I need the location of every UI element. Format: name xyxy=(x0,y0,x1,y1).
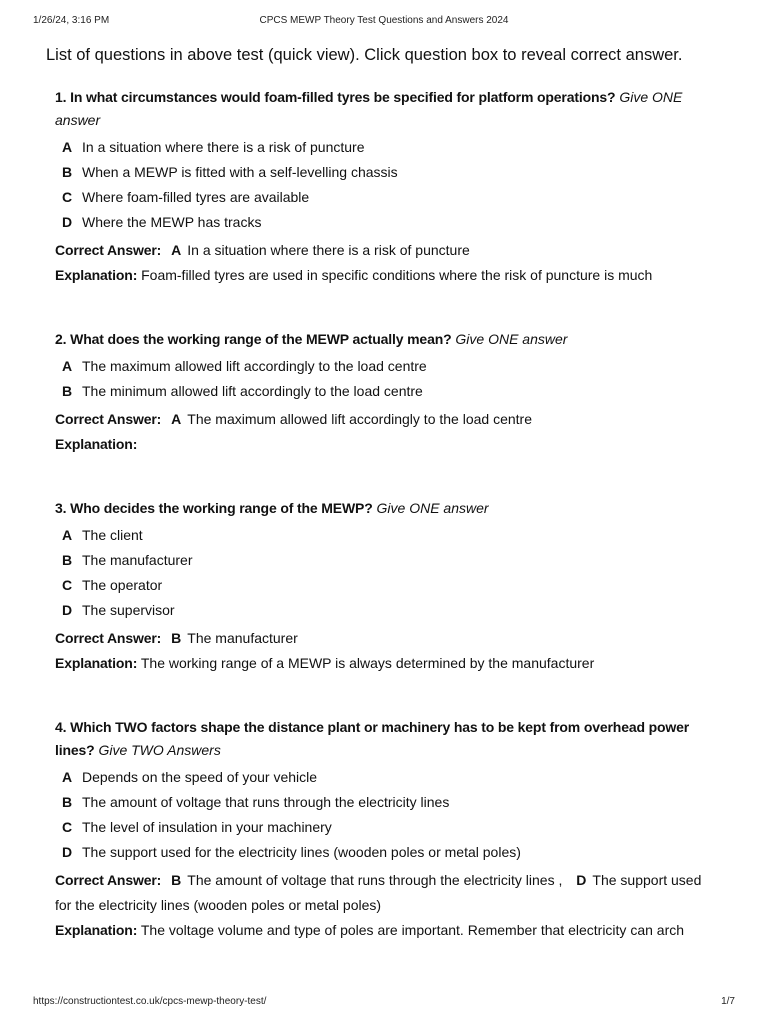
option-letter: B xyxy=(62,164,73,180)
correct-answer-label: Correct Answer: xyxy=(55,411,162,427)
explanation-text: The voltage volume and type of poles are important. Remember that electricity can arch xyxy=(140,922,685,938)
answer-letter: A xyxy=(171,411,182,427)
answer-text: The maximum allowed lift accordingly to the load centre xyxy=(187,411,532,427)
option-letter: A xyxy=(62,769,73,785)
option-text: Where foam-filled tyres are available xyxy=(82,189,310,205)
option-letter: D xyxy=(62,214,73,230)
explanation xyxy=(55,263,708,288)
option-text: The minimum allowed lift accordingly to the load centre xyxy=(82,383,423,399)
question-instruction: Give TWO Answers xyxy=(98,742,221,758)
intro-text: List of questions in above test (quick view). Click question box to reveal correct answer. xyxy=(46,46,683,64)
option-item[interactable] xyxy=(55,523,708,548)
answer-text: In a situation where there is a risk of puncture xyxy=(187,242,470,258)
option-letter: C xyxy=(62,819,73,835)
option-list xyxy=(55,523,708,623)
document-title: CPCS MEWP Theory Test Questions and Answers 2024 xyxy=(259,15,509,26)
option-text: The maximum allowed lift accordingly to the load centre xyxy=(82,358,427,374)
question-body: Who decides the working range of the MEWP? xyxy=(70,500,373,516)
question-instruction: Give ONE answer xyxy=(455,331,568,347)
option-item[interactable] xyxy=(55,210,708,235)
explanation xyxy=(55,918,708,943)
question-number: 1. xyxy=(55,89,67,105)
correct-answer xyxy=(55,407,708,432)
option-item[interactable] xyxy=(55,598,708,623)
explanation xyxy=(55,651,708,676)
option-item[interactable] xyxy=(55,765,708,790)
option-text: The client xyxy=(82,527,143,543)
correct-answer-label: Correct Answer: xyxy=(55,630,162,646)
question-text xyxy=(55,497,708,520)
page-number: 1/7 xyxy=(721,996,735,1007)
answer-letter: A xyxy=(171,242,182,258)
option-letter: B xyxy=(62,383,73,399)
option-item[interactable] xyxy=(55,135,708,160)
question-prompt xyxy=(55,500,373,516)
option-list xyxy=(55,135,708,235)
question-box[interactable] xyxy=(55,86,708,288)
question-instruction: Give ONE answer xyxy=(55,89,683,128)
option-letter: D xyxy=(62,844,73,860)
option-text: When a MEWP is fitted with a self-levelling chassis xyxy=(82,164,398,180)
question-instruction: Give ONE answer xyxy=(376,500,489,516)
option-text: The manufacturer xyxy=(82,552,193,568)
option-item[interactable] xyxy=(55,548,708,573)
explanation-label: Explanation: xyxy=(55,655,138,671)
option-text: The support used for the electricity lines (wooden poles or metal poles) xyxy=(82,844,521,860)
option-item[interactable] xyxy=(55,790,708,815)
option-letter: A xyxy=(62,139,73,155)
option-item[interactable] xyxy=(55,573,708,598)
question-body: What does the working range of the MEWP actually mean? xyxy=(70,331,452,347)
print-date: 1/26/24, 3:16 PM xyxy=(33,15,110,26)
option-letter: B xyxy=(62,794,73,810)
answer-letter: D xyxy=(576,872,587,888)
question-list xyxy=(55,86,708,943)
answer-letter: B xyxy=(171,872,182,888)
question-box[interactable] xyxy=(55,497,708,676)
option-letter: C xyxy=(62,189,73,205)
answer-text: The amount of voltage that runs through the electricity lines xyxy=(187,872,555,888)
answer-text: The manufacturer xyxy=(187,630,298,646)
explanation-label: Explanation: xyxy=(55,922,138,938)
option-letter: A xyxy=(62,527,73,543)
option-text: Depends on the speed of your vehicle xyxy=(82,769,318,785)
option-item[interactable] xyxy=(55,354,708,379)
explanation xyxy=(55,432,708,457)
explanation-text: The working range of a MEWP is always determined by the manufacturer xyxy=(140,655,595,671)
option-letter: D xyxy=(62,602,73,618)
correct-answer: Correct Answer: B The amount of voltage that runs through the electricity lines , D The support used for the electricity lines (wooden poles or metal poles) xyxy=(55,872,702,913)
page-url: https://constructiontest.co.uk/cpcs-mewp-theory-test/ xyxy=(33,996,267,1007)
correct-answer-label: Correct Answer: xyxy=(55,872,162,888)
answer-letter: B xyxy=(171,630,182,646)
question-number: 4. xyxy=(55,719,67,735)
question-text xyxy=(55,86,708,132)
question-prompt xyxy=(55,331,452,347)
option-text: The operator xyxy=(82,577,163,593)
question-text xyxy=(55,328,708,351)
explanation-label: Explanation: xyxy=(55,436,138,452)
option-text: The amount of voltage that runs through the electricity lines xyxy=(82,794,450,810)
option-letter: A xyxy=(62,358,73,374)
option-letter: B xyxy=(62,552,73,568)
option-text: Where the MEWP has tracks xyxy=(82,214,262,230)
option-text: In a situation where there is a risk of puncture xyxy=(82,139,365,155)
option-letter: C xyxy=(62,577,73,593)
option-text: The level of insulation in your machinery xyxy=(82,819,332,835)
option-list xyxy=(55,354,708,404)
option-list xyxy=(55,765,708,865)
option-item[interactable] xyxy=(55,815,708,840)
option-text: The supervisor xyxy=(82,602,175,618)
option-item[interactable] xyxy=(55,379,708,404)
explanation-label: Explanation: xyxy=(55,267,138,283)
question-box[interactable] xyxy=(55,328,708,457)
question-text xyxy=(55,716,708,762)
question-body: Which TWO factors shape the distance plant or machinery has to be kept from overhead power lines? xyxy=(55,719,690,758)
correct-answer-label: Correct Answer: xyxy=(55,242,162,258)
question-body: In what circumstances would foam-filled tyres be specified for platform operations? xyxy=(70,89,616,105)
question-number: 3. xyxy=(55,500,67,516)
question-prompt xyxy=(55,89,615,105)
correct-answer xyxy=(55,626,708,651)
correct-answer xyxy=(55,238,708,263)
option-item[interactable] xyxy=(55,840,708,865)
answer-text: The support used for the electricity lines (wooden poles or metal poles) xyxy=(55,872,702,913)
question-number: 2. xyxy=(55,331,67,347)
explanation-text: Foam-filled tyres are used in specific conditions where the risk of puncture is much xyxy=(141,267,653,283)
option-item[interactable] xyxy=(55,185,708,210)
option-item[interactable] xyxy=(55,160,708,185)
question-box[interactable] xyxy=(55,716,708,943)
